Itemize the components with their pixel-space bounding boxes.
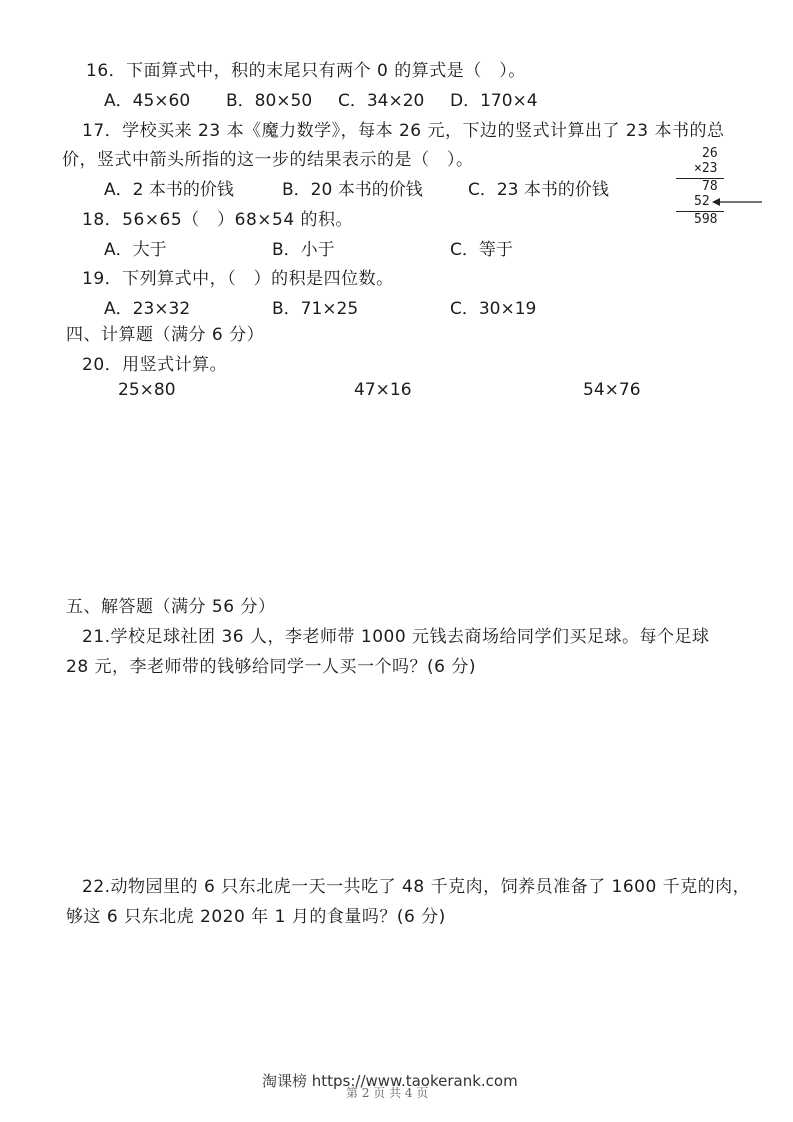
q19-stem: 19．下列算式中，（ ）的积是四位数。 bbox=[82, 269, 394, 289]
q20-stem: 20．用竖式计算。 bbox=[82, 355, 228, 375]
q17-stem-line2: 价，竖式中箭头所指的这一步的结果表示的是（ ）。 bbox=[62, 150, 474, 170]
q16-stem: 16．下面算式中，积的末尾只有两个 0 的算式是（ ）。 bbox=[86, 61, 526, 81]
page-number: 第 2 页 共 4 页 bbox=[346, 1086, 429, 1100]
q20-expr-3: 54×76 bbox=[583, 380, 641, 400]
calc-multiplier: ×23 bbox=[694, 161, 718, 176]
q18-option-b: B．小于 bbox=[272, 240, 335, 260]
q16-option-c: C．34×20 bbox=[338, 91, 425, 111]
q19-option-b: B．71×25 bbox=[272, 299, 359, 319]
q19-option-a: A．23×32 bbox=[104, 299, 191, 319]
q18-option-a: A．大于 bbox=[104, 240, 167, 260]
q20-expr-2: 47×16 bbox=[354, 380, 412, 400]
calc-multiplicand: 26 bbox=[702, 146, 718, 161]
q21-line-2: 28 元，李老师带的钱够给同学一人买一个吗？(6 分) bbox=[66, 657, 477, 677]
q20-expr-1: 25×80 bbox=[118, 380, 176, 400]
q16-option-b: B．80×50 bbox=[226, 91, 313, 111]
q22-line-1: 22.动物园里的 6 只东北虎一天一共吃了 48 千克肉，饲养员准备了 1600 千克的肉， bbox=[82, 877, 751, 897]
calc-partial-2: 52 bbox=[694, 194, 710, 209]
q17-stem-line1: 17．学校买来 23 本《魔力数学》，每本 26 元，下边的竖式计算出了 23 本书的总 bbox=[82, 121, 725, 141]
q17-option-b: B．20 本书的价钱 bbox=[282, 180, 423, 200]
watermark-link[interactable]: 淘课榜 https://www.taokerank.com bbox=[262, 1072, 518, 1090]
q18-option-c: C．等于 bbox=[450, 240, 513, 260]
q19-option-c: C．30×19 bbox=[450, 299, 537, 319]
arrow-left-icon bbox=[712, 196, 764, 208]
q16-option-a: A．45×60 bbox=[104, 91, 191, 111]
section-5-title: 五、解答题（满分 56 分） bbox=[66, 597, 276, 617]
section-4-title: 四、计算题（满分 6 分） bbox=[66, 325, 265, 345]
q18-stem: 18．56×65（ ）68×54 的积。 bbox=[82, 210, 354, 230]
q22-line-2: 够这 6 只东北虎 2020 年 1 月的食量吗？(6 分) bbox=[66, 907, 446, 927]
q17-option-a: A．2 本书的价钱 bbox=[104, 180, 234, 200]
vertical-calculation bbox=[676, 146, 786, 232]
q17-option-c: C．23 本书的价钱 bbox=[468, 180, 609, 200]
q21-line-1: 21.学校足球社团 36 人，李老师带 1000 元钱去商场给同学们买足球。每个足球 bbox=[82, 627, 710, 647]
q16-option-d: D．170×4 bbox=[450, 91, 538, 111]
calc-partial-1: 78 bbox=[702, 179, 718, 194]
calc-result: 598 bbox=[694, 212, 718, 227]
